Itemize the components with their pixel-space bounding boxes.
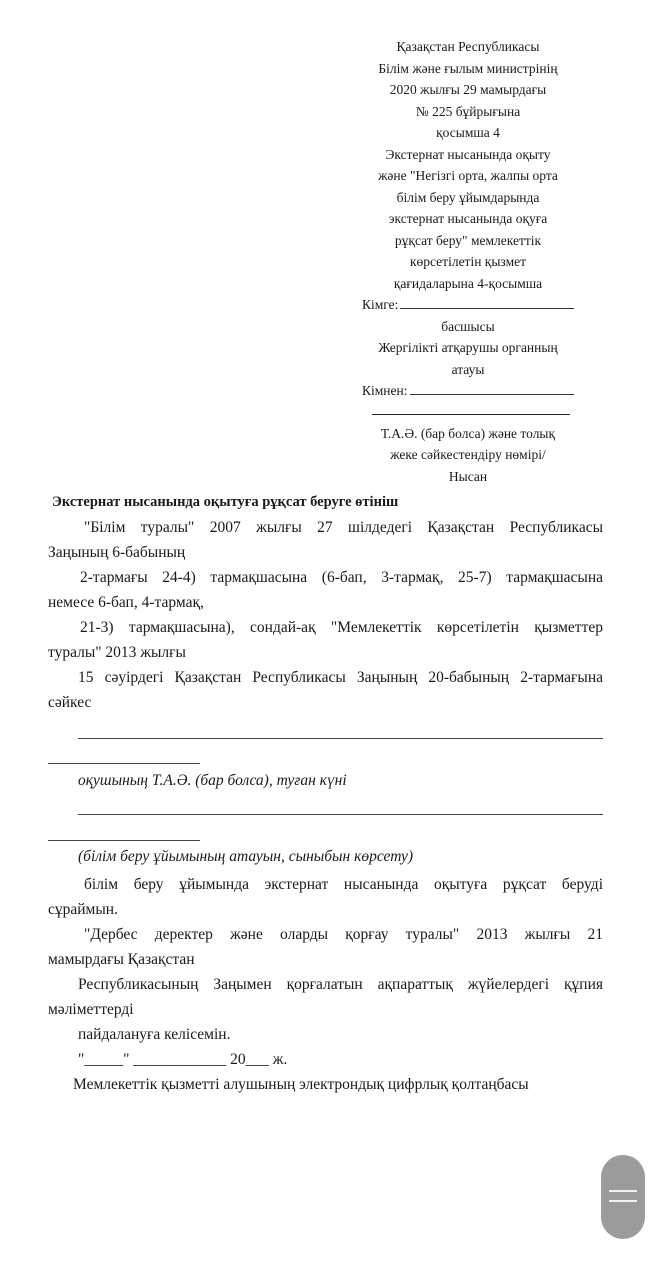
header-line: рұқсат беру" мемлекеттік bbox=[394, 232, 542, 248]
header-line: № 225 бұйрығына bbox=[415, 103, 521, 119]
header-line: және "Негізгі орта, жалпы орта bbox=[378, 168, 558, 183]
para-line: Заңының 6-бабының bbox=[48, 544, 186, 561]
para-line: білім беру ұйымында экстернат нысанында оқытуға рұқсат беруді bbox=[84, 876, 603, 893]
paragraph bbox=[48, 665, 603, 715]
order-header bbox=[362, 36, 574, 487]
student-note: оқушының Т.А.Ә. (бар болса), туған күні bbox=[78, 772, 347, 789]
para-line: "Дербес деректер және оларды қорғау туралы" 2013 жылғы 21 bbox=[84, 926, 603, 943]
authority-line: Жергілікті атқарушы органның bbox=[378, 340, 558, 355]
para-line: 21-3) тармақшасына), сондай-ақ "Мемлекеттік көрсетілетін қызметтер bbox=[80, 619, 603, 636]
header-line: 2020 жылғы 29 мамырдағы bbox=[389, 82, 547, 97]
para-line: сәйкес bbox=[48, 694, 92, 711]
drag-handle-icon bbox=[609, 1190, 637, 1192]
student-name-blank-cont[interactable] bbox=[48, 763, 200, 764]
from-blank[interactable] bbox=[410, 380, 575, 395]
para-line: 2-тармағы 24-4) тармақшасына (6-бап, 3-тармақ, 25-7) тармақшасына bbox=[80, 569, 603, 586]
signature-line: Мемлекеттік қызметті алушының электрондық цифрлық қолтаңбасы bbox=[73, 1076, 529, 1093]
para-line: мамырдағы Қазақстан bbox=[48, 951, 195, 968]
header-line: Қазақстан Республикасы bbox=[396, 39, 540, 54]
paragraph bbox=[48, 565, 603, 615]
to-blank[interactable] bbox=[400, 294, 574, 309]
request-text bbox=[48, 872, 603, 1097]
para-line: 15 сәуірдегі Қазақстан Республикасы Заңының 20-бабының 2-тармағына bbox=[78, 669, 603, 686]
authority-line: атауы bbox=[451, 361, 485, 377]
legal-basis-text bbox=[48, 515, 603, 715]
para-line: "Білім туралы" 2007 жылғы 27 шілдедегі Қазақстан Республикасы bbox=[84, 519, 603, 536]
applicant-line: Нысан bbox=[448, 468, 488, 484]
org-name-blank-cont[interactable] bbox=[48, 840, 200, 841]
header-line: Экстернат нысанында оқыту bbox=[385, 146, 551, 162]
consent-line: пайдалануға келісемін. bbox=[78, 1026, 231, 1043]
to-field[interactable] bbox=[362, 294, 574, 316]
paragraph bbox=[48, 972, 603, 1022]
header-line: көрсетілетін қызмет bbox=[409, 254, 527, 269]
para-line: туралы" 2013 жылғы bbox=[48, 644, 186, 661]
para-line: сұраймын. bbox=[48, 901, 118, 918]
drag-handle-icon bbox=[609, 1200, 637, 1202]
from-field[interactable] bbox=[362, 380, 574, 402]
from-label: Кімнен: bbox=[362, 383, 408, 398]
scrollbar-thumb[interactable] bbox=[601, 1155, 645, 1239]
date-line[interactable]: "_____" ____________ 20___ ж. bbox=[78, 1051, 288, 1068]
para-line: Республикасының Заңымен қорғалатын ақпараттық жүйелердегі құпия bbox=[78, 976, 603, 993]
applicant-line: Т.А.Ә. (бар болса) және толық bbox=[380, 425, 556, 441]
header-line: қағидаларына 4-қосымша bbox=[393, 275, 543, 291]
applicant-line: жеке сәйкестендіру нөмірі/ bbox=[390, 447, 546, 462]
student-name-blank[interactable] bbox=[78, 738, 603, 739]
header-line: қосымша 4 bbox=[436, 125, 500, 140]
paragraph bbox=[48, 615, 603, 665]
applicant-rule[interactable] bbox=[372, 402, 570, 415]
paragraph bbox=[48, 922, 603, 972]
paragraph bbox=[48, 515, 603, 565]
form-title: Экстернат нысанында оқытуға рұқсат беруге өтініш bbox=[52, 494, 399, 510]
header-line: Білім және ғылым министрінің bbox=[378, 60, 558, 76]
org-note: (білім беру ұйымының атауын, сыныбын көрсету) bbox=[78, 848, 414, 865]
paragraph bbox=[48, 872, 603, 922]
para-line: мәліметтерді bbox=[48, 1001, 134, 1018]
org-name-blank[interactable] bbox=[78, 814, 603, 815]
to-label: Кімге: bbox=[362, 297, 399, 312]
header-line: экстернат нысанында оқуға bbox=[388, 211, 548, 226]
header-line: білім беру ұйымдарында bbox=[396, 189, 540, 205]
head-label: басшысы bbox=[441, 318, 495, 334]
para-line: немесе 6-бап, 4-тармақ, bbox=[48, 594, 204, 611]
